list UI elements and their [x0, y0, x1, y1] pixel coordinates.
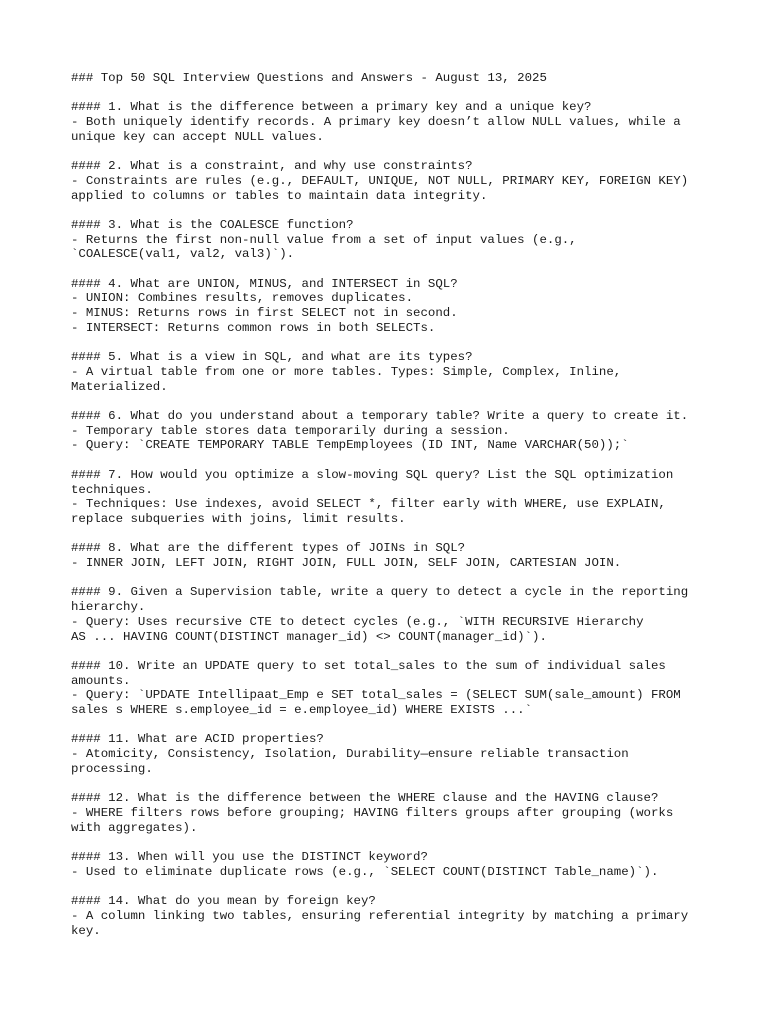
qa-section [71, 850, 711, 879]
question-heading [71, 732, 711, 747]
question-heading [71, 100, 711, 115]
answer-text [71, 615, 711, 644]
question-line: #### 5. What is a view in SQL, and what are its types? [71, 350, 473, 365]
qa-section [71, 468, 711, 527]
qa-section [71, 409, 711, 453]
question-line: #### 8. What are the different types of JOINs in SQL? [71, 541, 466, 556]
answer-line: - Techniques: Use indexes, avoid SELECT *, filter early with WHERE, use EXPLAIN, [71, 497, 666, 512]
document-body [71, 71, 711, 953]
answer-text [71, 497, 711, 526]
qa-section [71, 732, 711, 776]
question-line: #### 1. What is the difference between a primary key and a unique key? [71, 100, 592, 115]
question-heading [71, 409, 711, 424]
answer-text [71, 365, 711, 394]
answer-text [71, 174, 711, 203]
qa-section [71, 659, 711, 718]
question-heading [71, 850, 711, 865]
question-heading [71, 218, 711, 233]
answer-line: - WHERE filters rows before grouping; HAVING filters groups after grouping (works [71, 805, 674, 820]
answer-line: - Atomicity, Consistency, Isolation, Durability—ensure reliable transaction [71, 747, 629, 762]
answer-line: processing. [71, 761, 153, 776]
question-heading [71, 541, 711, 556]
answer-line: - Constraints are rules (e.g., DEFAULT, UNIQUE, NOT NULL, PRIMARY KEY, FOREIGN KEY) [71, 173, 689, 188]
qa-section [71, 585, 711, 644]
answer-text [71, 233, 711, 262]
answer-line: - UNION: Combines results, removes duplicates. [71, 291, 414, 306]
qa-section [71, 791, 711, 835]
answer-text [71, 747, 711, 776]
qa-section [71, 541, 711, 570]
answer-line: - Temporary table stores data temporarily during a session. [71, 423, 510, 438]
question-heading [71, 159, 711, 174]
answer-line: - Query: Uses recursive CTE to detect cycles (e.g., `WITH RECURSIVE Hierarchy [71, 614, 644, 629]
qa-section [71, 350, 711, 394]
question-line: #### 6. What do you understand about a temporary table? Write a query to create it. [71, 409, 689, 424]
answer-line: AS ... HAVING COUNT(DISTINCT manager_id) <> COUNT(manager_id)`). [71, 629, 547, 644]
qa-section [71, 277, 711, 336]
answer-line: - A virtual table from one or more tables. Types: Simple, Complex, Inline, [71, 364, 622, 379]
answer-line: - MINUS: Returns rows in first SELECT not in second. [71, 306, 458, 321]
answer-text [71, 688, 711, 717]
answer-text [71, 909, 711, 938]
question-line: #### 4. What are UNION, MINUS, and INTERSECT in SQL? [71, 276, 458, 291]
question-line: #### 2. What is a constraint, and why use constraints? [71, 159, 473, 174]
question-heading [71, 350, 711, 365]
answer-line: - Query: `CREATE TEMPORARY TABLE TempEmployees (ID INT, Name VARCHAR(50));` [71, 438, 629, 453]
answer-text [71, 115, 711, 144]
answer-line: Materialized. [71, 379, 168, 394]
answer-line: key. [71, 923, 101, 938]
answer-line: replace subqueries with joins, limit results. [71, 511, 406, 526]
question-line: #### 12. What is the difference between the WHERE clause and the HAVING clause? [71, 791, 659, 806]
question-line: #### 7. How would you optimize a slow-moving SQL query? List the SQL optimization [71, 467, 674, 482]
answer-line: - Both uniquely identify records. A primary key doesn’t allow NULL values, while a [71, 115, 681, 130]
answer-line: - INTERSECT: Returns common rows in both SELECTs. [71, 320, 436, 335]
answer-text [71, 865, 711, 880]
answer-line: unique key can accept NULL values. [71, 129, 324, 144]
answer-line: `COALESCE(val1, val2, val3)`). [71, 247, 295, 262]
qa-section [71, 100, 711, 144]
question-heading [71, 894, 711, 909]
answer-text [71, 806, 711, 835]
answer-line: - A column linking two tables, ensuring referential integrity by matching a primary [71, 908, 689, 923]
answer-line: - Query: `UPDATE Intellipaat_Emp e SET total_sales = (SELECT SUM(sale_amount) FROM [71, 688, 681, 703]
question-heading [71, 791, 711, 806]
question-heading [71, 659, 711, 688]
question-line: #### 14. What do you mean by foreign key? [71, 894, 376, 909]
answer-line: - Returns the first non-null value from a set of input values (e.g., [71, 232, 577, 247]
question-heading [71, 277, 711, 292]
question-heading [71, 585, 711, 614]
question-line: #### 9. Given a Supervision table, write a query to detect a cycle in the reporting [71, 585, 689, 600]
answer-line: - INNER JOIN, LEFT JOIN, RIGHT JOIN, FULL JOIN, SELF JOIN, CARTESIAN JOIN. [71, 556, 622, 571]
question-line: #### 3. What is the COALESCE function? [71, 217, 354, 232]
qa-section [71, 218, 711, 262]
question-line: #### 13. When will you use the DISTINCT keyword? [71, 850, 428, 865]
qa-section [71, 894, 711, 938]
question-line: hierarchy. [71, 600, 146, 615]
answer-line: - Used to eliminate duplicate rows (e.g., `SELECT COUNT(DISTINCT Table_name)`). [71, 864, 659, 879]
question-line: techniques. [71, 482, 153, 497]
answer-text [71, 291, 711, 335]
answer-text [71, 556, 711, 571]
document-title: ### Top 50 SQL Interview Questions and Answers - August 13, 2025 [71, 71, 547, 85]
answer-line: sales s WHERE s.employee_id = e.employee_id) WHERE EXISTS ...` [71, 703, 533, 718]
question-line: amounts. [71, 673, 131, 688]
qa-section [71, 159, 711, 203]
qa-list [71, 100, 711, 938]
answer-text [71, 424, 711, 453]
question-heading [71, 468, 711, 497]
question-line: #### 11. What are ACID properties? [71, 732, 324, 747]
question-line: #### 10. Write an UPDATE query to set total_sales to the sum of individual sales [71, 658, 666, 673]
answer-line: with aggregates). [71, 820, 198, 835]
answer-line: applied to columns or tables to maintain data integrity. [71, 188, 488, 203]
